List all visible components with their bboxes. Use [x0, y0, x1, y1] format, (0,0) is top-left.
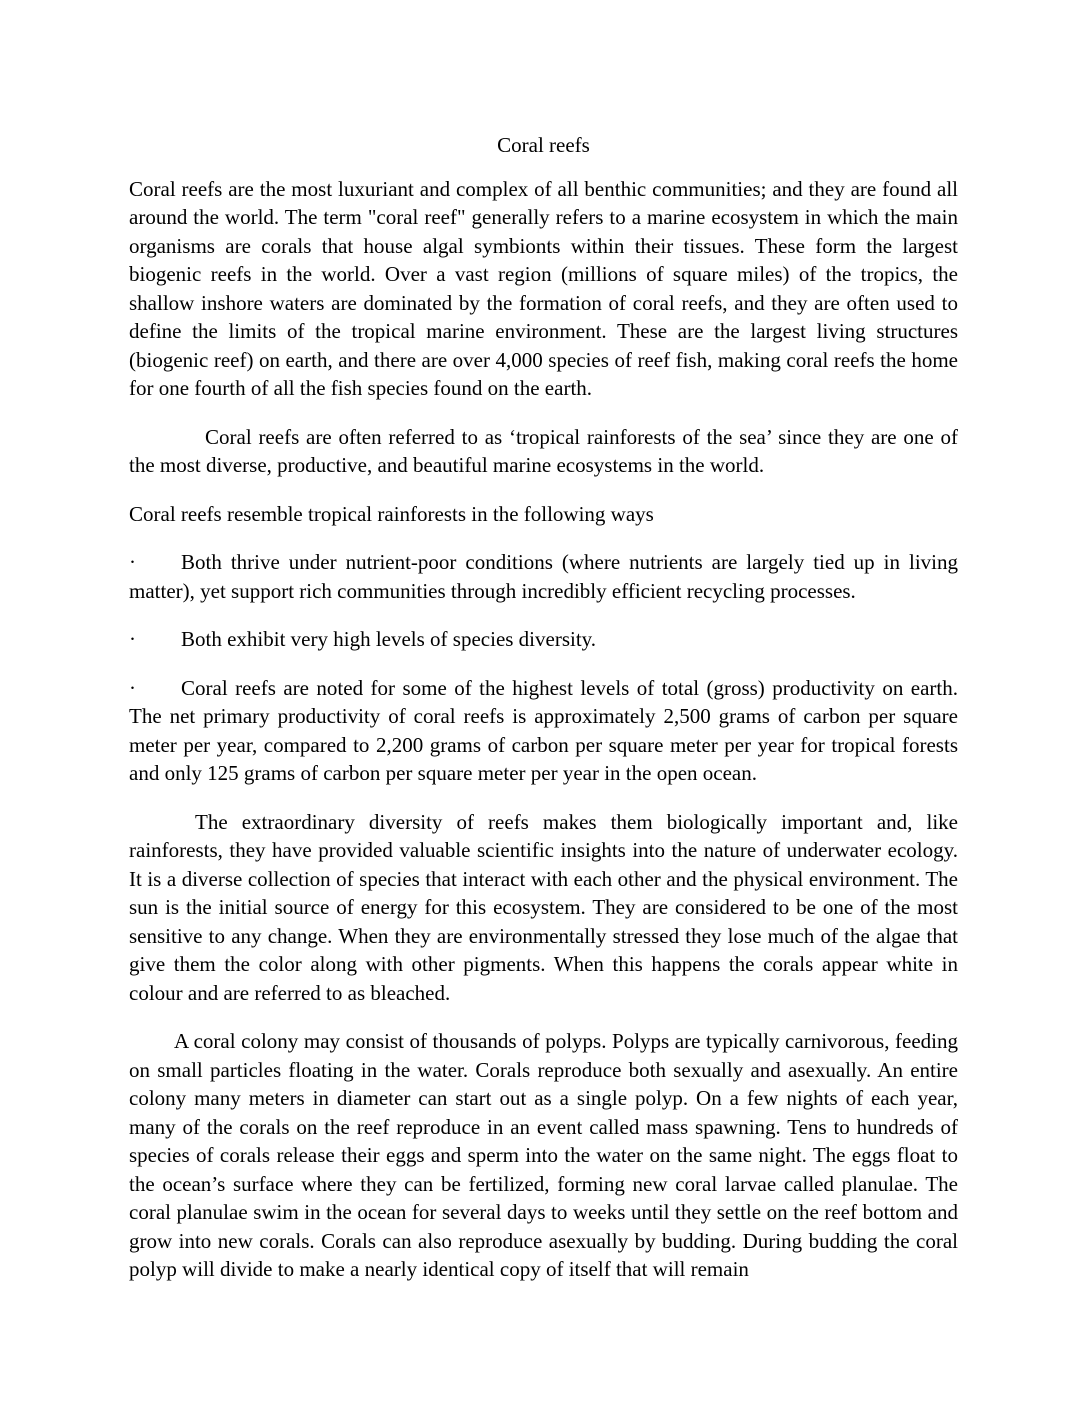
bullet-item-nutrients — [129, 548, 958, 605]
bullet-marker: · — [129, 550, 136, 574]
paragraph-resemble-lead-in: Coral reefs resemble tropical rainforests in the following ways — [129, 501, 654, 526]
paragraph-tropical-rainforests: Coral reefs are often referred to as ‘tropical rainforests of the sea’ since they are one of the most diverse, productive, and beautiful marine ecosystems in the world. — [129, 424, 958, 477]
bullet-item-diversity — [129, 625, 958, 654]
paragraph-extraordinary-diversity: The extraordinary diversity of reefs makes them biologically important and, like rainforests, they have provided valuable scientific insights into the nature of underwater ecology. It is a diverse collection of species that interact with each other and the physical environment. The sun is the initial source of energy for this ecosystem. They are considered to be one of the most sensitive to any change. When they are environmentally stressed they lose much of the algae that give them the color along with other pigments. When this happens the corals appear white in colour and are referred to as bleached. — [129, 809, 958, 1005]
document-title: Coral reefs — [497, 133, 590, 157]
bullet-text: Coral reefs are noted for some of the highest levels of total (gross) productivity on earth. The net primary productivity of coral reefs is approximately 2,500 grams of carbon per square meter per year, compared to 2,200 grams of carbon per square meter per year for tropical forests and only 125 grams of carbon per square meter per year in the open ocean. — [129, 675, 958, 785]
paragraph-coral-colony: A coral colony may consist of thousands of polyps. Polyps are typically carnivorous, feeding on small particles floating in the water. Corals reproduce both sexually and asexually. An entire colony many meters in diameter can start out as a single polyp. On a few nights of each year, many of the corals on the reef reproduce in an event called mass spawning. Tens to hundreds of species of corals release their eggs and sperm into the water on the same night. The eggs float to the ocean’s surface where they can be fertilized, forming new coral larvae called planulae. The coral planulae swim in the ocean for several days to weeks until they settle on the reef bottom and grow into new corals. Corals can also reproduce asexually by budding. During budding the coral polyp will divide to make a nearly identical copy of itself that will remain — [129, 1029, 958, 1281]
bullet-item-productivity — [129, 674, 958, 788]
document-body — [129, 175, 958, 1284]
bullet-marker: · — [129, 627, 136, 651]
bullet-text: Both exhibit very high levels of species diversity. — [181, 627, 597, 651]
bullet-text: Both thrive under nutrient-poor conditions (where nutrients are largely tied up in living matter), yet support rich communities through incredibly efficient recycling processes. — [129, 550, 958, 603]
bullet-marker: · — [129, 675, 136, 700]
paragraph-intro: Coral reefs are the most luxuriant and complex of all benthic communities; and they are found all around the world. The term "coral reef" generally refers to a marine ecosystem in which the main organisms are corals that house algal symbionts within their tissues. These form the largest biogenic reefs in the world. Over a vast region (millions of square miles) of the tropics, the shallow inshore waters are dominated by the formation of coral reefs, and they are often used to define the limits of the tropical marine environment. These are the largest living structures (biogenic reef) on earth, and there are over 4,000 species of reef fish, making coral reefs the home for one fourth of all the fish species found on the earth. — [129, 176, 958, 400]
